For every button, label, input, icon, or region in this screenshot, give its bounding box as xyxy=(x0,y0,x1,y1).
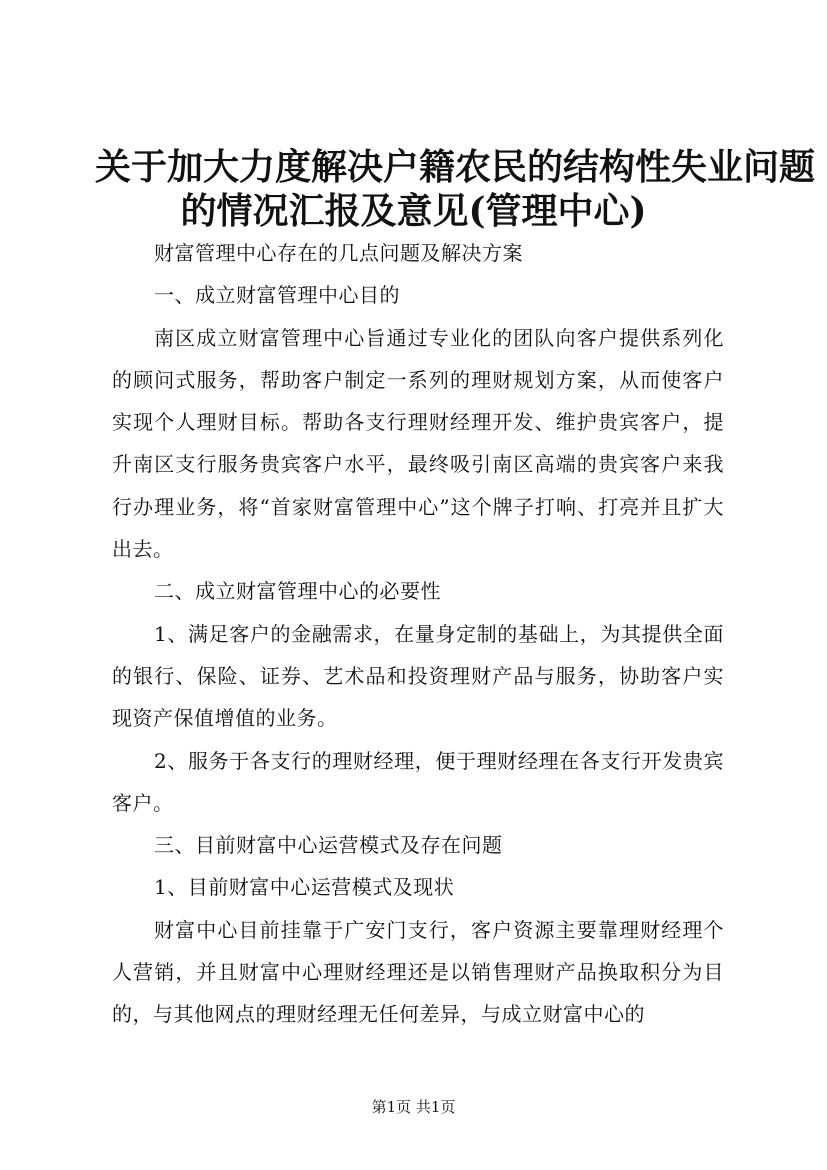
document-title-line-1: 关于加大力度解决户籍农民的结构性失业问题 xyxy=(95,146,816,188)
paragraph: 财富管理中心存在的几点问题及解决方案 xyxy=(154,241,523,265)
document-body xyxy=(112,232,724,1036)
paragraph: 财富中心目前挂靠于广安门支行，客户资源主要靠理财经理个人营销，并且财富中心理财经理还是以销售理财产品换取积分为目的，与其他网点的理财经理无任何差异，与成立财富中心的 xyxy=(112,917,724,1027)
document-title-line-2: 的情况汇报及意见(管理中心) xyxy=(180,190,647,232)
paragraph: 1、满足客户的金融需求，在量身定制的基础上，为其提供全面的银行、保险、证券、艺术品和投资理财产品与服务，协助客户实现资产保值增值的业务。 xyxy=(112,621,724,731)
paragraph: 2、服务于各支行的理财经理，便于理财经理在各支行开发贵宾客户。 xyxy=(112,748,724,815)
paragraph: 1、目前财富中心运营模式及现状 xyxy=(154,875,455,900)
paragraph: 二、成立财富管理中心的必要性 xyxy=(154,579,441,604)
paragraph: 三、目前财富中心运营模式及存在问题 xyxy=(154,833,503,858)
page-footer: 第1页 共1页 xyxy=(371,1098,456,1116)
paragraph: 一、成立财富管理中心目的 xyxy=(154,283,400,308)
paragraph: 南区成立财富管理中心旨通过专业化的团队向客户提供系列化的顾问式服务，帮助客户制定一系列的理财规划方案，从而使客户实现个人理财目标。帮助各支行理财经理开发、维护贵宾客户，提升南区支行服务贵宾客户水平，最终吸引南区高端的贵宾客户来我行办理业务，将“首家财富管理中心”这个牌子打响、打亮并且扩大出去。 xyxy=(112,325,724,562)
